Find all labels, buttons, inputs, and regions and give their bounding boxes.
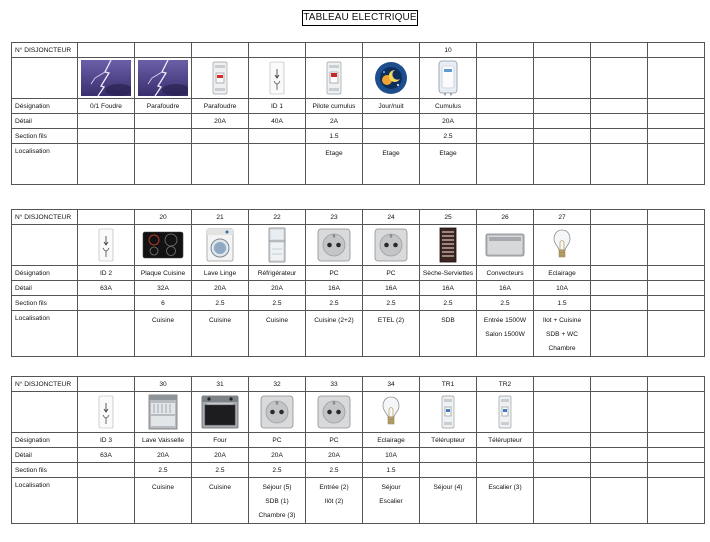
cell-designation: 0/1 Foudre [78,99,135,114]
cell-location [477,478,534,524]
cell-number: 10 [420,43,477,58]
cell-detail: 40A [249,114,306,129]
cell-detail: 10A [534,281,591,296]
cell-designation [534,433,591,448]
cell-section: 2.5 [306,463,363,478]
cell-detail: 63A [78,448,135,463]
cell-section [534,463,591,478]
row-number [12,210,705,225]
cell-section [648,463,705,478]
row-detail [12,448,705,463]
row-icon [12,392,705,433]
cell-designation: PC [249,433,306,448]
cell-section [477,129,534,144]
cell-designation: Sèche-Serviettes [420,266,477,281]
cell-designation: Convecteurs [477,266,534,281]
row-label-number: N° DISJONCTEUR [12,43,78,58]
location-line: Cuisine (2+2) [314,317,354,324]
cell-image [363,392,420,433]
row-label-designation: Désignation [12,99,78,114]
location-line: Ilot + Cuisine [542,317,582,324]
cell-image [135,225,192,266]
location-line: Cuisine [209,484,231,491]
cell-location [249,144,306,185]
cell-detail: 20A [249,281,306,296]
cell-image [306,58,363,99]
cell-location [306,311,363,357]
cell-section [363,129,420,144]
cell-location [135,144,192,185]
row-designation [12,433,705,448]
location-line: Etage [382,150,400,157]
row-detail [12,281,705,296]
row-label-detail: Détail [12,448,78,463]
cell-image [78,225,135,266]
cell-location [306,144,363,185]
cell-designation [648,99,705,114]
remote-switch-icon [440,395,456,429]
cell-detail: 20A [249,448,306,463]
row-label-designation: Désignation [12,433,78,448]
cell-image [477,392,534,433]
cell-designation: Lave Linge [192,266,249,281]
differential-switch-icon [268,61,286,95]
cell-detail [591,114,648,129]
location-line: Escalier (3) [488,484,522,491]
cell-location [420,311,477,357]
cell-location [249,311,306,357]
cell-location [420,144,477,185]
cell-section [648,129,705,144]
location-line: Chambre (3) [258,512,296,519]
cell-location [192,311,249,357]
cell-number [591,43,648,58]
cell-image [420,392,477,433]
cell-designation: Parafoudre [135,99,192,114]
location-line: SDB (1) [265,498,289,505]
cell-location [78,144,135,185]
row-label-empty [12,58,78,99]
location-line: Séjour [381,484,401,491]
cell-section: 2.5 [249,463,306,478]
cell-designation: ID 3 [78,433,135,448]
cell-number [78,43,135,58]
cell-number [648,377,705,392]
row-number [12,377,705,392]
location-line: ETEL (2) [377,317,405,324]
location-line: Séjour (4) [433,484,463,491]
location-line: Ilôt (2) [324,498,344,505]
cell-detail: 10A [363,448,420,463]
cell-section: 2.5 [420,296,477,311]
cell-location [78,478,135,524]
row-location [12,311,705,357]
cell-designation: Plaque Cuisine [135,266,192,281]
cell-detail [648,114,705,129]
socket-icon [374,228,408,262]
cell-number [135,43,192,58]
cell-location [534,478,591,524]
cell-detail: 20A [192,281,249,296]
cell-number: 21 [192,210,249,225]
cell-image [591,392,648,433]
cell-section: 1.5 [534,296,591,311]
cell-number [477,43,534,58]
cell-image [78,58,135,99]
cell-location [363,144,420,185]
cell-section [591,463,648,478]
cell-detail [477,114,534,129]
cell-section: 6 [135,296,192,311]
cell-detail [363,114,420,129]
cell-image [477,58,534,99]
cell-location [534,144,591,185]
day-night-icon [374,61,408,95]
cell-image [648,225,705,266]
cell-detail [648,281,705,296]
cell-detail [591,281,648,296]
differential-switch-icon [97,395,115,429]
cell-designation: Jour/nuit [363,99,420,114]
cell-location [648,478,705,524]
cell-number: 22 [249,210,306,225]
cell-number: 26 [477,210,534,225]
surge-protector-icon [211,61,229,95]
location-line: Cuisine [152,484,174,491]
row-section [12,129,705,144]
row-icon [12,225,705,266]
breaker-table-1 [11,42,705,185]
row-location [12,144,705,185]
cell-location [534,311,591,357]
cell-designation: PC [306,433,363,448]
location-line: Cuisine [152,317,174,324]
washing-machine-icon [205,228,235,262]
cell-image [363,58,420,99]
cell-section [477,463,534,478]
row-label-location: Localisation [12,311,78,357]
cell-section [192,129,249,144]
cell-number: 31 [192,377,249,392]
cell-section: 2.5 [363,296,420,311]
breaker-table [11,209,705,357]
cell-designation: ID 2 [78,266,135,281]
cell-number [306,43,363,58]
row-label-section: Section fils [12,129,78,144]
cell-image [249,58,306,99]
cell-designation: Réfrigérateur [249,266,306,281]
cell-image [192,58,249,99]
lightning-photo [81,60,131,96]
cell-location [135,311,192,357]
light-bulb-icon [552,228,572,262]
cell-detail: 32A [135,281,192,296]
cell-image [135,58,192,99]
cell-designation: Four [192,433,249,448]
cell-detail: 16A [306,281,363,296]
cell-location [306,478,363,524]
cell-location [78,311,135,357]
cell-section [648,296,705,311]
location-line: Séjour (5) [262,484,292,491]
socket-icon [317,395,351,429]
cell-section [420,463,477,478]
breaker-table [11,42,705,185]
row-label-detail: Détail [12,114,78,129]
cell-detail: 16A [363,281,420,296]
cell-designation: Télérupteur [477,433,534,448]
cell-location [135,478,192,524]
cell-number [78,377,135,392]
cell-designation: Eclairage [534,266,591,281]
page-title: TABLEAU ELECTRIQUE [302,10,418,26]
cell-image [363,225,420,266]
differential-switch-icon [97,228,115,262]
row-number [12,43,705,58]
cell-detail: 2A [306,114,363,129]
location-line: Cuisine [266,317,288,324]
cell-detail: 20A [135,448,192,463]
cell-image [78,392,135,433]
cell-detail [534,114,591,129]
breaker-table-2 [11,209,705,357]
location-line: SDB + WC [545,331,579,338]
cell-number [363,43,420,58]
location-line: Etage [439,150,457,157]
row-detail [12,114,705,129]
cell-designation: Cumulus [420,99,477,114]
cell-detail: 20A [420,114,477,129]
location-line: Entrée (2) [319,484,349,491]
cell-location [648,311,705,357]
cell-designation [591,266,648,281]
cell-section: 2.5 [306,296,363,311]
cell-section [78,463,135,478]
cell-section: 2.5 [477,296,534,311]
cell-image [477,225,534,266]
cell-number [249,43,306,58]
cell-image [306,225,363,266]
breaker-table [11,376,705,524]
cell-section [135,129,192,144]
cell-designation [591,99,648,114]
cell-image [135,392,192,433]
cell-image [192,392,249,433]
cell-section [591,129,648,144]
cell-image [249,392,306,433]
cell-detail: 20A [192,114,249,129]
location-line: Entrée 1500W [483,317,527,324]
cell-detail: 20A [192,448,249,463]
cell-location [363,478,420,524]
cell-section: 2.5 [192,296,249,311]
breaker-table-3 [11,376,705,524]
location-line: Cuisine [209,317,231,324]
cell-section: 1.5 [363,463,420,478]
cell-number [534,43,591,58]
row-designation [12,99,705,114]
cell-number: 24 [363,210,420,225]
cell-image [591,225,648,266]
cell-number [78,210,135,225]
cell-number [591,210,648,225]
breaker-icon [325,61,343,95]
cell-location [363,311,420,357]
socket-icon [260,395,294,429]
cell-location [249,478,306,524]
cell-number [648,210,705,225]
towel-dryer-icon [438,227,458,263]
cell-number: 32 [249,377,306,392]
cell-location [591,311,648,357]
cell-location [477,144,534,185]
cell-designation [648,433,705,448]
cell-image [534,225,591,266]
cell-number: 33 [306,377,363,392]
row-section [12,296,705,311]
cell-image [591,58,648,99]
cell-number [192,43,249,58]
cell-number: 27 [534,210,591,225]
cell-designation: PC [363,266,420,281]
row-label-number: N° DISJONCTEUR [12,210,78,225]
cell-image [192,225,249,266]
cell-location [648,144,705,185]
row-label-designation: Désignation [12,266,78,281]
cell-detail: 20A [306,448,363,463]
cell-location [591,144,648,185]
cell-designation: Télérupteur [420,433,477,448]
cell-image [306,392,363,433]
lightning-photo [138,60,188,96]
cell-number [591,377,648,392]
cell-section [534,129,591,144]
cell-section: 2.5 [420,129,477,144]
cell-image [648,58,705,99]
cell-detail [648,448,705,463]
row-label-location: Localisation [12,144,78,185]
cell-designation: ID 1 [249,99,306,114]
remote-switch-icon [497,395,513,429]
cell-location [591,478,648,524]
cell-location [477,311,534,357]
convector-icon [485,231,525,259]
cell-detail [135,114,192,129]
cell-designation: Eclairage [363,433,420,448]
cell-image [534,58,591,99]
cell-image [534,392,591,433]
cell-detail [534,448,591,463]
row-label-number: N° DISJONCTEUR [12,377,78,392]
cell-number [534,377,591,392]
cell-designation [534,99,591,114]
cell-detail [477,448,534,463]
row-label-location: Localisation [12,478,78,524]
cell-detail: 16A [420,281,477,296]
cell-section [249,129,306,144]
row-label-section: Section fils [12,463,78,478]
cell-location [420,478,477,524]
row-location [12,478,705,524]
row-label-empty [12,392,78,433]
row-label-empty [12,225,78,266]
cell-location [192,478,249,524]
row-label-section: Section fils [12,296,78,311]
oven-icon [201,395,239,429]
location-line: Chambre [548,345,576,352]
cell-detail [420,448,477,463]
cell-image [420,225,477,266]
cell-number: 34 [363,377,420,392]
cell-section: 2.5 [249,296,306,311]
cell-detail: 63A [78,281,135,296]
cell-detail [591,448,648,463]
cell-section: 2.5 [192,463,249,478]
row-section [12,463,705,478]
cell-detail [78,114,135,129]
cell-image [648,392,705,433]
row-icon [12,58,705,99]
cell-designation [591,433,648,448]
cell-image [420,58,477,99]
location-line: SDB [441,317,455,324]
row-label-detail: Détail [12,281,78,296]
cell-section: 1.5 [306,129,363,144]
cell-section: 2.5 [135,463,192,478]
cell-number: 30 [135,377,192,392]
cell-number: 25 [420,210,477,225]
fridge-icon [267,227,287,263]
cell-number: 20 [135,210,192,225]
location-line: Salon 1500W [485,331,525,338]
water-heater-icon [436,60,460,96]
cell-section [78,296,135,311]
cell-designation: PC [306,266,363,281]
dishwasher-icon [147,394,179,430]
row-designation [12,266,705,281]
cell-location [192,144,249,185]
light-bulb-icon [381,395,401,429]
cell-number: TR1 [420,377,477,392]
cell-designation: Pilote cumulus [306,99,363,114]
cell-number: 23 [306,210,363,225]
cell-section [591,296,648,311]
cell-designation: Parafoudre [192,99,249,114]
cell-designation [648,266,705,281]
cell-designation [477,99,534,114]
cell-designation: Lave Vaisselle [135,433,192,448]
cell-image [249,225,306,266]
cell-detail: 16A [477,281,534,296]
cell-number [648,43,705,58]
cell-number: TR2 [477,377,534,392]
cell-section [78,129,135,144]
location-line: Etage [325,150,343,157]
cooktop-icon [142,230,184,260]
location-line: Escalier [379,498,403,505]
socket-icon [317,228,351,262]
